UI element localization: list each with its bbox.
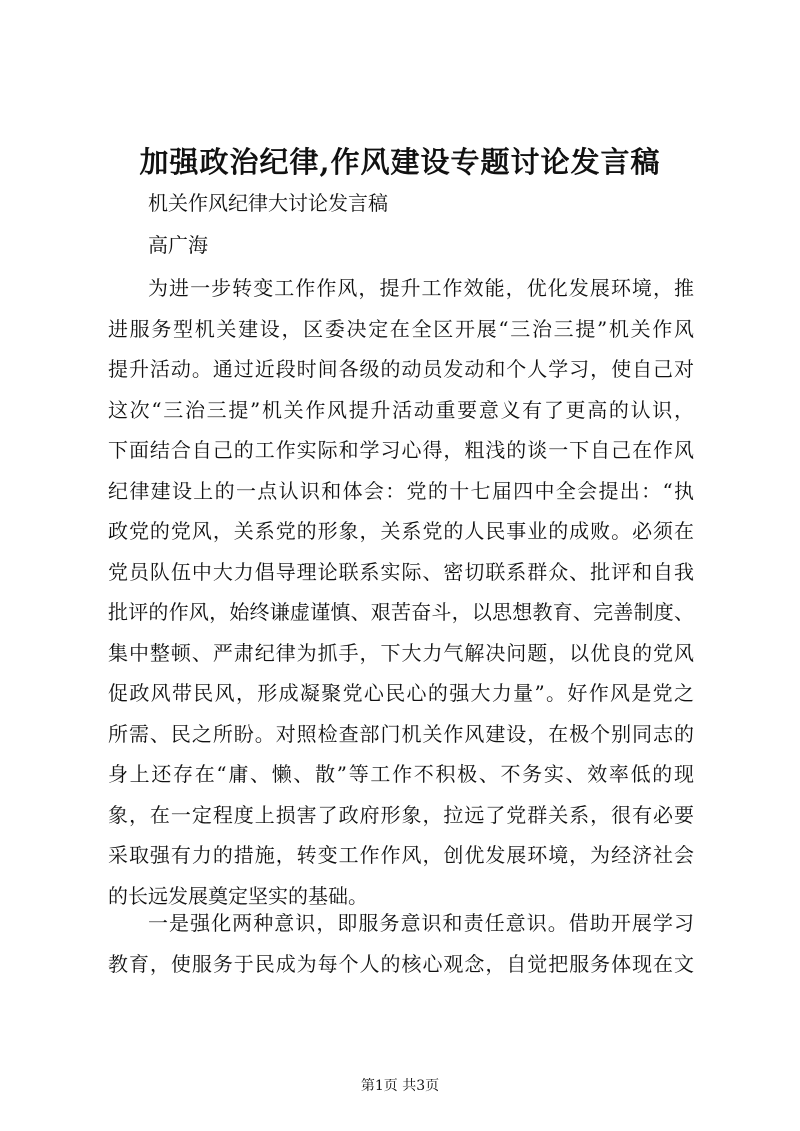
paragraph-line: 提升活动。通过近段时间各级的动员发动和个人学习，使自己对 — [108, 357, 694, 381]
paragraph-line: 政党的党风，关系党的形象，关系党的人民事业的成败。必须在 — [108, 519, 694, 543]
paragraph-line: 象，在一定程度上损害了政府形象，拉远了党群关系，很有必要 — [108, 802, 694, 827]
paragraph-line: 采取强有力的措施，转变工作作风，创优发展环境，为经济社会 — [108, 843, 694, 867]
paragraph-line: 纪律建设上的一点认识和体会：党的十七届四中全会提出：“执 — [108, 478, 694, 503]
paragraph-1 — [108, 268, 694, 916]
paragraph-2 — [108, 903, 694, 984]
paragraph-line: 党员队伍中大力倡导理论联系实际、密切联系群众、批评和自我 — [108, 559, 694, 584]
paragraph-line: 这次“三治三提”机关作风提升活动重要意义有了更高的认识， — [108, 397, 694, 422]
paragraph-line: 集中整顿、严肃纪律为抓手，下大力气解决问题，以优良的党风 — [108, 640, 694, 665]
paragraph-line: 的长远发展奠定坚实的基础。 — [108, 883, 368, 908]
paragraph-line: 进服务型机关建设，区委决定在全区开展“三治三提”机关作风 — [108, 316, 694, 341]
paragraph-line: 所需、民之所盼。对照检查部门机关作风建设，在极个别同志的 — [108, 721, 694, 746]
document-title: 加强政治纪律,作风建设专题讨论发言稿 — [139, 145, 661, 179]
paragraph-line: 为进一步转变工作作风，提升工作效能，优化发展环境，推 — [148, 276, 694, 300]
document-author: 高广海 — [148, 233, 208, 257]
paragraph-line: 下面结合自己的工作实际和学习心得，粗浅的谈一下自己在作风 — [108, 438, 694, 462]
paragraph-line: 一是强化两种意识，即服务意识和责任意识。借助开展学习 — [148, 911, 694, 935]
paragraph-line: 促政风带民风，形成凝聚党心民心的强大力量”。好作风是党之 — [108, 681, 694, 705]
paragraph-line: 批评的作风，始终谦虚谨慎、艰苦奋斗，以思想教育、完善制度、 — [108, 600, 694, 624]
document-subtitle: 机关作风纪律大讨论发言稿 — [148, 191, 388, 215]
paragraph-line: 教育，使服务于民成为每个人的核心观念，自觉把服务体现在文 — [108, 951, 694, 976]
paragraph-line: 身上还存在“庸、懒、散”等工作不积极、不务实、效率低的现 — [108, 762, 694, 786]
page-footer: 第1页 共3页 — [360, 1078, 440, 1094]
